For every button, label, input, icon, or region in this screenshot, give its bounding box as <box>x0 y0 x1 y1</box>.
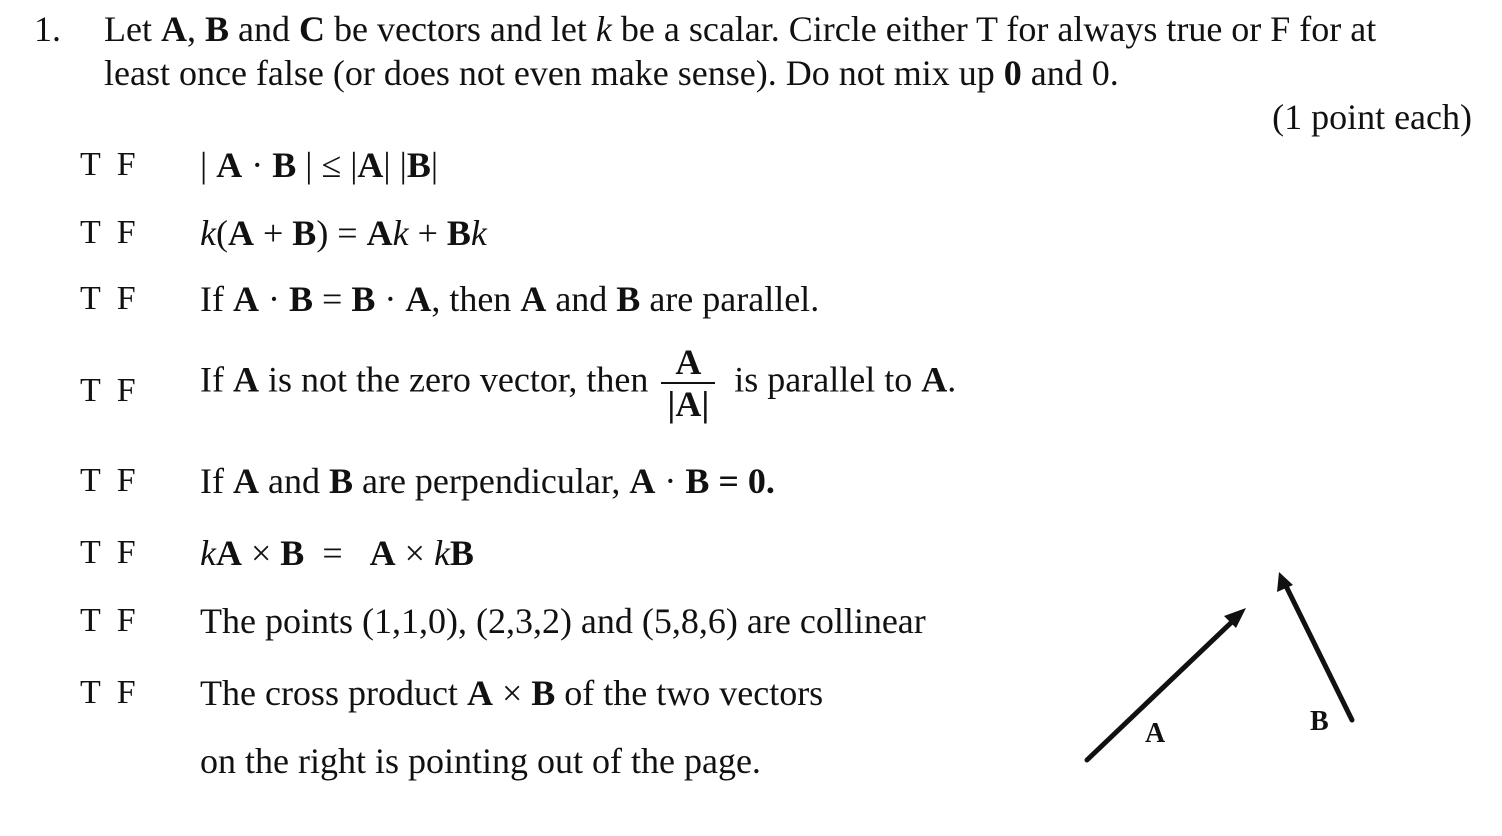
question-number: 1. <box>34 9 61 49</box>
points-note: (1 point each) <box>1272 97 1472 137</box>
statement-5: If A and B are perpendicular, A · B = 0. <box>200 461 775 501</box>
statement-8-line-2: on the right is pointing out of the page. <box>200 741 761 781</box>
intro-line-1: Let A, B and C be vectors and let k be a scalar. Circle either T for always true or F for at <box>104 9 1377 49</box>
intro-line-2: least once false (or does not even make sense). Do not mix up 0 and 0. <box>104 53 1119 93</box>
vector-a-label: A <box>1145 718 1166 749</box>
statement-1: | A · B | ≤ |A| |B| <box>200 145 439 185</box>
tf-choice-2[interactable]: T F <box>80 214 136 251</box>
unit-vector-fraction: $\frac{A}{|A|}$ <box>661 344 715 422</box>
tf-choice-3[interactable]: T F <box>80 280 136 317</box>
tf-choice-5[interactable]: T F <box>80 462 136 499</box>
statement-2: k(A + B) = Ak + Bk <box>200 213 487 253</box>
vector-a-arrow <box>1087 608 1246 760</box>
statement-6: kA × B = A × kB <box>200 533 474 573</box>
tf-choice-6[interactable]: T F <box>80 534 136 571</box>
statement-8: The cross product A × B of the two vectors <box>200 673 824 713</box>
vector-b-label: B <box>1310 706 1329 737</box>
tf-choice-8[interactable]: T F <box>80 674 136 711</box>
tf-choice-1[interactable]: T F <box>80 146 136 183</box>
statement-7: The points (1,1,0), (2,3,2) and (5,8,6) are collinear <box>200 601 926 641</box>
tf-choice-7[interactable]: T F <box>80 602 136 639</box>
statement-4: If A is not the zero vector, then $\frac{A}{|A|}$ is parallel to A. <box>200 342 957 424</box>
statement-3: If A · B = B · A, then A and B are parallel. <box>200 279 820 319</box>
tf-choice-4[interactable]: T F <box>80 372 136 409</box>
vector-b-arrow <box>1277 572 1352 720</box>
